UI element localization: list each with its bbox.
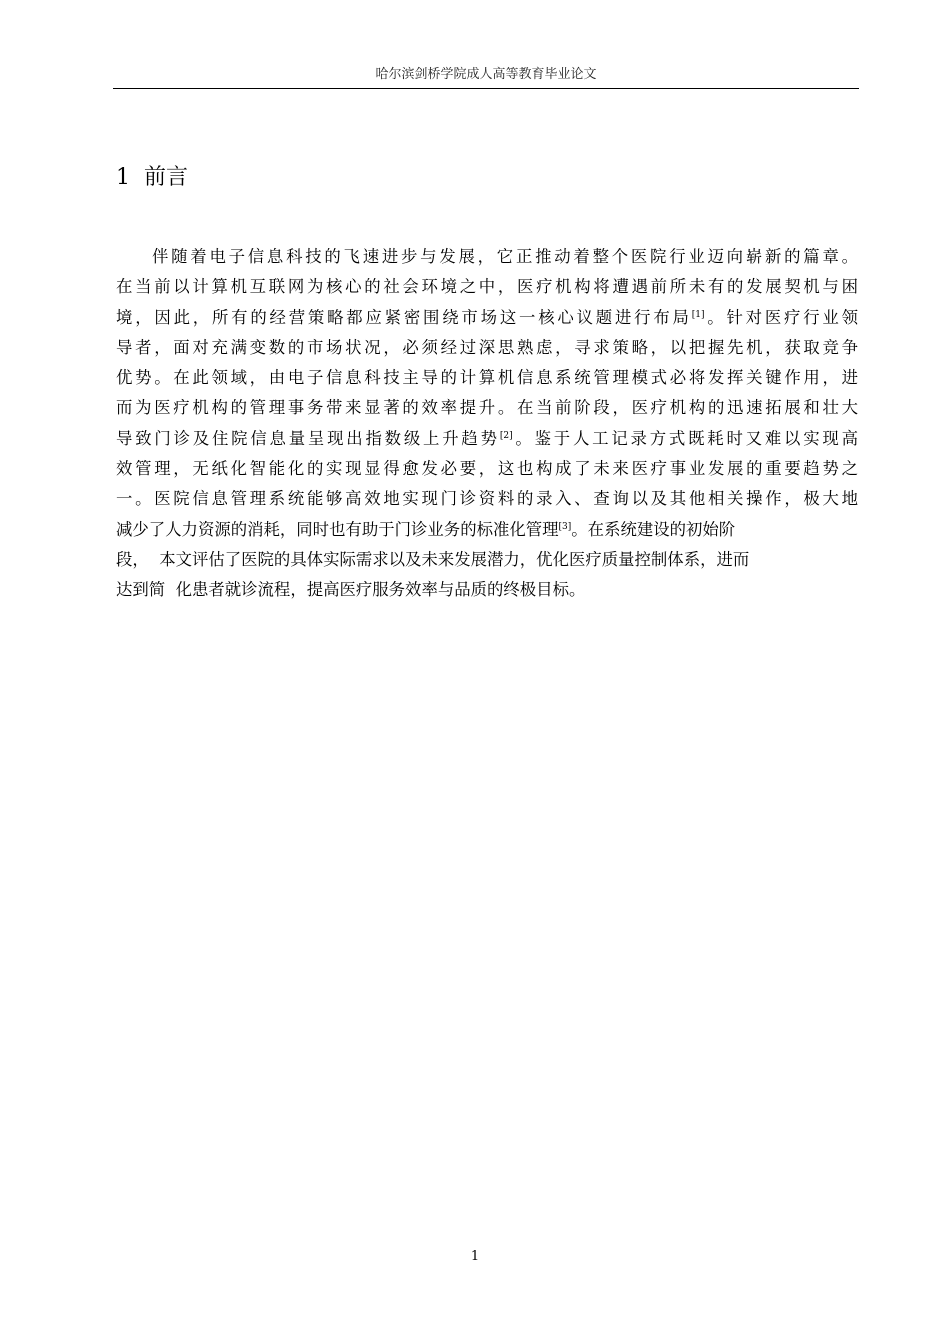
citation-ref: [3] (558, 521, 572, 532)
paragraph-line: 伴随着电子信息科技的飞速进步与发展，它正推动着整个医院行业迈向崭新的篇章。 (152, 247, 858, 266)
paragraph-line: 在当前以计算机互联网为核心的社会环境之中，医疗机构将遭遇前所未有的发展契机与困 (116, 277, 858, 297)
paragraph-line: 效管理，无纸化智能化的实现显得愈发必要，这也构成了未来医疗事业发展的重要趋势之 (116, 459, 858, 479)
citation-ref: [2] (499, 430, 513, 441)
section-heading (116, 163, 188, 193)
section-number: 1 (116, 165, 130, 190)
citation-ref: [1] (691, 309, 705, 320)
paragraph-line: 一。医院信息管理系统能够高效地实现门诊资料的录入、查询以及其他相关操作，极大地 (116, 489, 858, 509)
paragraph-line: 境，因此，所有的经营策略都应紧密围绕市场这一核心议题进行布局[1]。针对医疗行业领 (116, 307, 859, 327)
paragraph-line: 导者，面对充满变数的市场状况，必须经过深思熟虑，寻求策略，以把握先机，获取竞争 (116, 337, 858, 357)
paragraph-line: 减少了人力资源的消耗，同时也有助于门诊业务的标准化管理[3]。在系统建设的初始阶 (116, 519, 736, 539)
paragraph-line: 而为医疗机构的管理事务带来显著的效率提升。在当前阶段，医疗机构的迅速拓展和壮大 (116, 398, 858, 418)
body-paragraph (116, 242, 858, 606)
section-title: 前言 (144, 165, 189, 190)
paragraph-line: 达到简 化患者就诊流程，提高医疗服务效率与品质的终极目标。 (116, 580, 586, 600)
paragraph-line: 段， 本文评估了医院的具体实际需求以及未来发展潜力，优化医疗质量控制体系，进而 (116, 549, 750, 569)
header-title: 哈尔滨剑桥学院成人高等教育毕业论文 (375, 67, 597, 82)
page-header (113, 66, 859, 89)
page-number: 1 (470, 1249, 480, 1264)
paragraph-line: 优势。在此领域，由电子信息科技主导的计算机信息系统管理模式必将发挥关键作用，进 (116, 368, 858, 388)
paragraph-line: 导致门诊及住院信息量呈现出指数级上升趋势[2]。鉴于人工记录方式既耗时又难以实现高 (116, 428, 859, 448)
